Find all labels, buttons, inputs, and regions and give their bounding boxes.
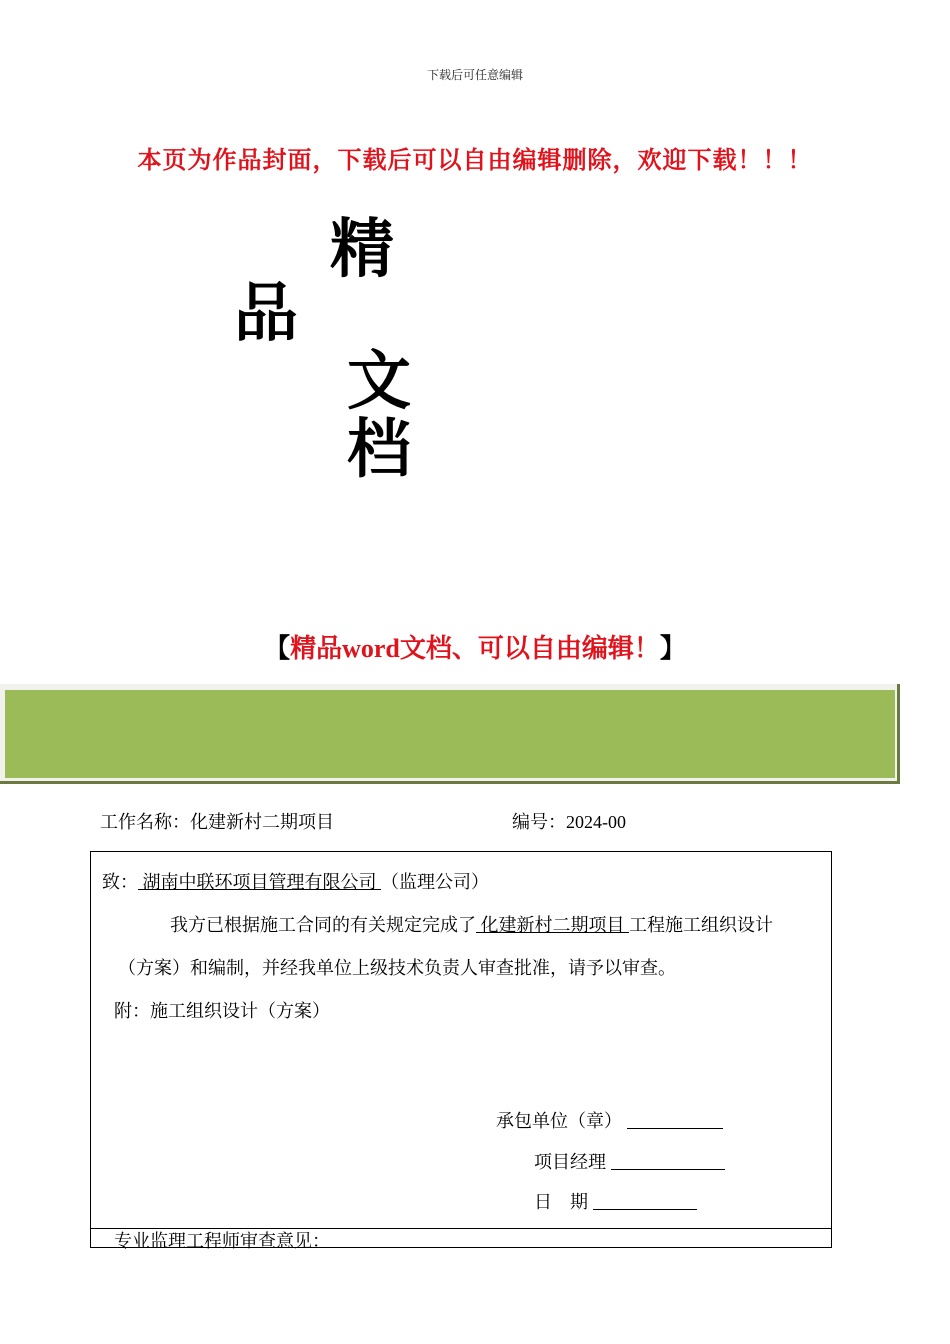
contractor-line xyxy=(496,1107,723,1133)
attachment: 附：施工组织设计（方案） xyxy=(114,1001,330,1021)
promo-banner xyxy=(0,628,950,665)
promo-open-bracket: 【 xyxy=(264,634,291,663)
to-prefix: 致： xyxy=(102,872,138,892)
cover-char-1: 精 xyxy=(330,213,394,287)
cover-char-2: 品 xyxy=(234,277,298,351)
body-line-2: （方案）和编制，并经我单位上级技术负责人审查批准，请予以审查。 xyxy=(118,958,676,978)
body-part1: 我方已根据施工合同的有关规定完成了 xyxy=(170,915,476,935)
date-line xyxy=(534,1188,697,1214)
document-number: 编号：2024-00 xyxy=(512,812,626,832)
manager-label: 项目经理 xyxy=(534,1152,606,1172)
body-project: 化建新村二期项目 xyxy=(476,915,629,935)
date-label: 日 期 xyxy=(534,1192,588,1212)
to-line xyxy=(102,868,489,894)
to-company: 湖南中联环项目管理有限公司 xyxy=(138,872,381,892)
manager-line xyxy=(534,1148,725,1174)
date-blank xyxy=(593,1191,697,1210)
work-name: 工作名称：化建新村二期项目 xyxy=(100,812,334,832)
review-label: 专业监理工程师审查意见： xyxy=(114,1231,330,1251)
cover-char-4: 档 xyxy=(347,413,411,487)
contractor-label: 承包单位（章） xyxy=(496,1111,622,1131)
header-note: 下载后可任意编辑 xyxy=(426,68,523,82)
manager-blank xyxy=(611,1151,725,1170)
promo-close-bracket: 】 xyxy=(659,634,686,663)
body-line-1 xyxy=(170,911,773,937)
promo-text: 精品word文档、可以自由编辑！ xyxy=(290,634,660,663)
green-banner xyxy=(5,690,895,778)
cover-char-3: 文 xyxy=(347,345,411,419)
contractor-blank xyxy=(627,1110,723,1129)
to-suffix: （监理公司） xyxy=(381,872,489,892)
cover-notice: 本页为作品封面，下载后可以自由编辑删除，欢迎下载！！！ xyxy=(137,148,813,174)
body-part2: 工程施工组织设计 xyxy=(629,915,773,935)
